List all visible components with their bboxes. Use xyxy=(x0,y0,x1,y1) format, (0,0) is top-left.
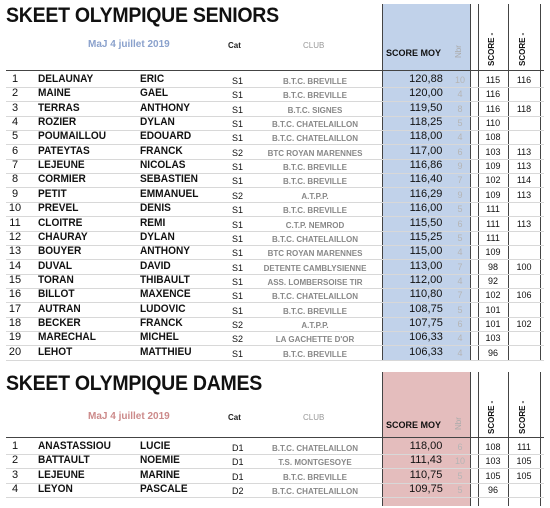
rank-cell: 1 xyxy=(11,73,19,85)
rank-cell: 3 xyxy=(11,468,19,481)
score-1-cell: 115 xyxy=(485,75,501,85)
score-moy-cell: 117,00 xyxy=(409,144,443,157)
header-score-moy: SCORE MOY xyxy=(386,420,442,430)
club-cell: B.T.C. CHATELAILLON xyxy=(271,234,359,244)
rank-cell: 10 xyxy=(8,202,22,215)
last-name-cell: TERRAS xyxy=(38,101,80,114)
category-cell: S1 xyxy=(232,248,244,259)
club-cell: B.T.C. CHATELAILLON xyxy=(271,487,359,497)
score-moy-cell: 113,00 xyxy=(409,259,443,272)
rank-cell: 15 xyxy=(8,273,22,286)
category-cell: S1 xyxy=(232,119,244,130)
club-cell: BTC ROYAN MARENNES xyxy=(267,249,363,259)
score-1-cell: 116 xyxy=(485,89,501,100)
first-name-cell: PASCALE xyxy=(140,483,188,496)
last-name-cell: TORAN xyxy=(38,273,74,286)
nbr-cell: 5 xyxy=(457,118,463,129)
club-cell: B.T.C. BREVILLE xyxy=(282,177,347,187)
last-name-cell: CLOITRE xyxy=(38,216,83,229)
club-cell: B.T.C. CHATELAILLON xyxy=(271,444,359,453)
score-2-cell: 100 xyxy=(516,261,532,272)
nbr-cell: 10 xyxy=(454,75,465,85)
rank-cell: 9 xyxy=(11,187,19,200)
rank-cell: 18 xyxy=(8,316,22,329)
score-1-cell: 96 xyxy=(487,485,498,496)
first-name-cell: DYLAN xyxy=(140,230,175,243)
category-cell: D1 xyxy=(232,443,244,453)
score-moy-cell: 115,25 xyxy=(409,230,443,243)
nbr-cell: 6 xyxy=(457,218,463,229)
club-cell: A.T.P.P. xyxy=(301,320,329,330)
score-1-cell: 108 xyxy=(485,442,501,452)
nbr-cell: 9 xyxy=(457,189,463,200)
nbr-cell: 8 xyxy=(457,103,463,114)
header-score-2: SCORE - xyxy=(518,400,527,434)
score-moy-cell: 116,00 xyxy=(409,202,443,215)
score-moy-cell: 120,88 xyxy=(409,73,443,85)
first-name-cell: DENIS xyxy=(140,202,171,215)
first-name-cell: DYLAN xyxy=(140,116,175,129)
last-name-cell: PATEYTAS xyxy=(38,144,90,157)
score-1-cell: 101 xyxy=(485,318,501,329)
nbr-cell: 5 xyxy=(457,485,463,496)
club-cell: B.T.C. BREVILLE xyxy=(282,306,347,316)
score-moy-cell: 110,75 xyxy=(409,468,443,481)
last-name-cell: DUVAL xyxy=(38,259,73,272)
score-2-cell: 113 xyxy=(516,161,532,172)
category-cell: S1 xyxy=(232,76,244,86)
rank-cell: 6 xyxy=(11,144,19,157)
header-score-moy: SCORE MOY xyxy=(386,48,442,58)
seniors-update-date: MaJ 4 juillet 2019 xyxy=(88,39,170,50)
score-2-cell: 113 xyxy=(516,146,532,157)
score-2-cell: 102 xyxy=(516,318,532,329)
nbr-cell: 6 xyxy=(457,318,463,329)
first-name-cell: MICHEL xyxy=(140,331,179,344)
first-name-cell: NOEMIE xyxy=(140,454,180,467)
last-name-cell: CORMIER xyxy=(38,173,86,186)
last-name-cell: ANASTASSIOU xyxy=(38,440,111,452)
category-cell: S1 xyxy=(232,104,244,115)
category-cell: S1 xyxy=(232,176,244,187)
score-1-cell: 109 xyxy=(485,189,501,200)
category-cell: S1 xyxy=(232,348,244,359)
rank-cell: 8 xyxy=(11,173,19,186)
first-name-cell: FRANCK xyxy=(140,316,183,329)
last-name-cell: ROZIER xyxy=(38,116,77,129)
score-moy-cell: 115,50 xyxy=(409,216,443,229)
dames-update-date: MaJ 4 juillet 2019 xyxy=(88,411,170,422)
category-cell: S1 xyxy=(232,219,244,230)
rank-cell: 5 xyxy=(11,130,19,143)
header-score-2: SCORE - xyxy=(518,32,527,66)
nbr-cell: 4 xyxy=(457,132,463,143)
first-name-cell: MAXENCE xyxy=(140,288,191,301)
last-name-cell: DELAUNAY xyxy=(38,73,94,85)
nbr-cell: 7 xyxy=(457,261,463,272)
rank-cell: 19 xyxy=(8,331,22,344)
score-moy-cell: 120,00 xyxy=(409,87,443,100)
club-cell: T.S. MONTGESOYE xyxy=(278,458,352,468)
first-name-cell: LUDOVIC xyxy=(140,302,186,315)
category-cell: S2 xyxy=(232,147,244,158)
first-name-cell: REMI xyxy=(140,216,166,229)
nbr-cell: 5 xyxy=(457,304,463,315)
header-nbr: Nbr xyxy=(454,45,463,58)
score-2-cell: 116 xyxy=(516,75,532,85)
rank-cell: 14 xyxy=(8,259,22,272)
category-cell: S1 xyxy=(232,262,244,273)
club-cell: A.T.P.P. xyxy=(301,191,329,201)
score-moy-cell: 111,43 xyxy=(409,454,442,467)
dames-title: SKEET OLYMPIQUE DAMES xyxy=(6,372,263,395)
category-cell: S2 xyxy=(232,334,244,345)
table-row xyxy=(0,344,550,361)
club-cell: ASS. LOMBERSOISE TIR xyxy=(267,277,363,287)
first-name-cell: ERIC xyxy=(140,73,165,85)
club-cell: B.T.C. CHATELAILLON xyxy=(271,134,359,144)
last-name-cell: LEJEUNE xyxy=(38,468,85,481)
score-2-cell: 114 xyxy=(516,175,532,186)
score-1-cell: 110 xyxy=(485,118,501,129)
score-2-cell: 111 xyxy=(517,442,531,452)
score-1-cell: 111 xyxy=(486,232,500,243)
last-name-cell: LEYON xyxy=(38,483,73,496)
rank-cell: 20 xyxy=(8,345,22,358)
row-divider xyxy=(6,360,544,361)
score-moy-cell: 119,50 xyxy=(409,101,443,114)
score-2-cell: 113 xyxy=(516,189,532,200)
club-cell: BTC ROYAN MARENNES xyxy=(267,148,363,158)
rank-cell: 2 xyxy=(11,87,19,100)
score-1-cell: 111 xyxy=(486,218,500,229)
nbr-cell: 9 xyxy=(457,161,463,172)
nbr-cell: 4 xyxy=(457,247,463,258)
first-name-cell: GAEL xyxy=(140,87,169,100)
club-cell: DETENTE CAMBLYSIENNE xyxy=(263,263,367,273)
last-name-cell: CHAURAY xyxy=(38,230,88,243)
last-name-cell: BECKER xyxy=(38,316,81,329)
score-2-cell: 105 xyxy=(516,456,532,467)
rank-cell: 1 xyxy=(11,440,19,452)
category-cell: S1 xyxy=(232,291,244,302)
score-1-cell: 102 xyxy=(485,290,501,301)
score-1-cell: 109 xyxy=(485,161,501,172)
nbr-cell: 5 xyxy=(457,470,463,481)
header-cat: Cat xyxy=(228,413,241,422)
last-name-cell: BATTAULT xyxy=(38,454,90,467)
score-1-cell: 103 xyxy=(485,456,501,467)
first-name-cell: THIBAULT xyxy=(140,273,190,286)
score-moy-cell: 109,75 xyxy=(409,483,443,496)
club-cell: B.T.C. CHATELAILLON xyxy=(271,292,359,302)
club-cell: LA GACHETTE D'OR xyxy=(275,335,355,345)
first-name-cell: FRANCK xyxy=(140,144,183,157)
score-moy-cell: 107,75 xyxy=(409,316,443,329)
score-1-cell: 103 xyxy=(485,333,501,344)
nbr-cell: 7 xyxy=(457,290,463,301)
last-name-cell: BILLOT xyxy=(38,288,75,301)
club-cell: B.T.C. BREVILLE xyxy=(282,163,347,173)
nbr-cell: 5 xyxy=(457,204,463,215)
category-cell: S2 xyxy=(232,190,244,201)
nbr-cell: 4 xyxy=(457,333,463,344)
score-1-cell: 96 xyxy=(487,347,498,358)
club-cell: B.T.C. BREVILLE xyxy=(282,77,347,86)
category-cell: S1 xyxy=(232,233,244,244)
nbr-cell: 4 xyxy=(457,347,463,358)
rank-cell: 2 xyxy=(11,454,19,467)
last-name-cell: LEJEUNE xyxy=(38,159,85,172)
first-name-cell: MARINE xyxy=(140,468,180,481)
score-2-cell: 106 xyxy=(516,290,532,301)
first-name-cell: MATTHIEU xyxy=(140,345,192,358)
score-2-cell: 113 xyxy=(516,218,532,229)
row-divider xyxy=(6,497,544,498)
score-1-cell: 111 xyxy=(486,204,500,215)
category-cell: D1 xyxy=(232,457,244,468)
category-cell: S1 xyxy=(232,276,244,287)
seniors-title: SKEET OLYMPIQUE SENIORS xyxy=(6,4,279,27)
score-1-cell: 116 xyxy=(485,103,501,114)
score-1-cell: 102 xyxy=(485,175,501,186)
first-name-cell: ANTHONY xyxy=(140,245,191,258)
header-nbr: Nbr xyxy=(454,417,463,430)
rank-cell: 12 xyxy=(8,230,22,243)
header-score-1: SCORE - xyxy=(487,32,496,66)
score-moy-cell: 106,33 xyxy=(409,331,443,344)
header-club: CLUB xyxy=(303,41,325,50)
last-name-cell: BOUYER xyxy=(38,245,82,258)
score-1-cell: 109 xyxy=(485,247,501,258)
score-moy-cell: 115,00 xyxy=(409,245,443,258)
first-name-cell: NICOLAS xyxy=(140,159,186,172)
rank-cell: 11 xyxy=(9,216,21,229)
first-name-cell: LUCIE xyxy=(140,440,171,452)
last-name-cell: LEHOT xyxy=(38,345,73,358)
club-cell: B.T.C. BREVILLE xyxy=(282,91,347,101)
rank-cell: 16 xyxy=(8,288,22,301)
score-moy-cell: 110,80 xyxy=(409,288,443,301)
nbr-cell: 5 xyxy=(457,232,463,243)
last-name-cell: AUTRAN xyxy=(38,302,81,315)
score-moy-cell: 116,40 xyxy=(409,173,443,186)
header-cat: Cat xyxy=(228,41,241,50)
first-name-cell: DAVID xyxy=(140,259,171,272)
category-cell: S1 xyxy=(232,162,244,173)
rank-cell: 4 xyxy=(11,483,19,496)
club-cell: B.T.C. BREVILLE xyxy=(282,472,347,482)
score-moy-cell: 118,25 xyxy=(409,116,443,129)
nbr-cell: 4 xyxy=(457,89,463,100)
score-moy-cell: 118,00 xyxy=(409,440,443,452)
score-2-cell: 105 xyxy=(516,470,532,481)
club-cell: B.T.C. BREVILLE xyxy=(282,349,347,359)
category-cell: S1 xyxy=(232,133,244,144)
nbr-cell: 7 xyxy=(457,175,463,186)
score-moy-cell: 116,86 xyxy=(409,159,443,172)
category-cell: S2 xyxy=(232,319,244,330)
club-cell: B.T.C. CHATELAILLON xyxy=(271,120,359,130)
header-score-1: SCORE - xyxy=(487,400,496,434)
club-cell: B.T.C. BREVILLE xyxy=(282,206,347,216)
score-1-cell: 103 xyxy=(485,146,501,157)
score-1-cell: 98 xyxy=(487,261,498,272)
table-row xyxy=(0,481,550,498)
last-name-cell: POUMAILLOU xyxy=(38,130,107,143)
rank-cell: 17 xyxy=(8,302,22,315)
score-moy-cell: 108,75 xyxy=(409,302,443,315)
score-1-cell: 105 xyxy=(485,470,501,481)
club-cell: B.T.C. SIGNES xyxy=(287,105,343,115)
nbr-cell: 10 xyxy=(454,456,465,467)
first-name-cell: EMMANUEL xyxy=(140,187,199,200)
score-2-cell: 118 xyxy=(516,103,532,114)
first-name-cell: EDOUARD xyxy=(140,130,192,143)
score-moy-cell: 118,00 xyxy=(409,130,443,143)
category-cell: D1 xyxy=(232,471,244,482)
club-cell: C.T.P. NEMROD xyxy=(285,220,345,230)
score-1-cell: 101 xyxy=(485,304,501,315)
last-name-cell: PREVEL xyxy=(38,202,79,215)
category-cell: S1 xyxy=(232,205,244,216)
score-moy-cell: 116,29 xyxy=(409,187,443,200)
rank-cell: 13 xyxy=(8,245,22,258)
category-cell: D2 xyxy=(232,486,244,497)
first-name-cell: SEBASTIEN xyxy=(140,173,198,186)
category-cell: S1 xyxy=(232,305,244,316)
nbr-cell: 4 xyxy=(457,275,463,286)
last-name-cell: MARECHAL xyxy=(38,331,96,344)
first-name-cell: ANTHONY xyxy=(140,101,191,114)
nbr-cell: 6 xyxy=(457,146,463,157)
header-club: CLUB xyxy=(303,413,325,422)
nbr-cell: 6 xyxy=(457,442,463,452)
rank-cell: 7 xyxy=(11,159,19,172)
rank-cell: 4 xyxy=(11,116,19,129)
last-name-cell: MAINE xyxy=(38,87,71,100)
last-name-cell: PETIT xyxy=(38,187,67,200)
score-moy-cell: 106,33 xyxy=(409,345,443,358)
score-1-cell: 108 xyxy=(485,132,501,143)
rank-cell: 3 xyxy=(11,101,19,114)
category-cell: S1 xyxy=(232,90,244,101)
score-1-cell: 92 xyxy=(487,275,498,286)
score-moy-cell: 112,00 xyxy=(409,273,443,286)
